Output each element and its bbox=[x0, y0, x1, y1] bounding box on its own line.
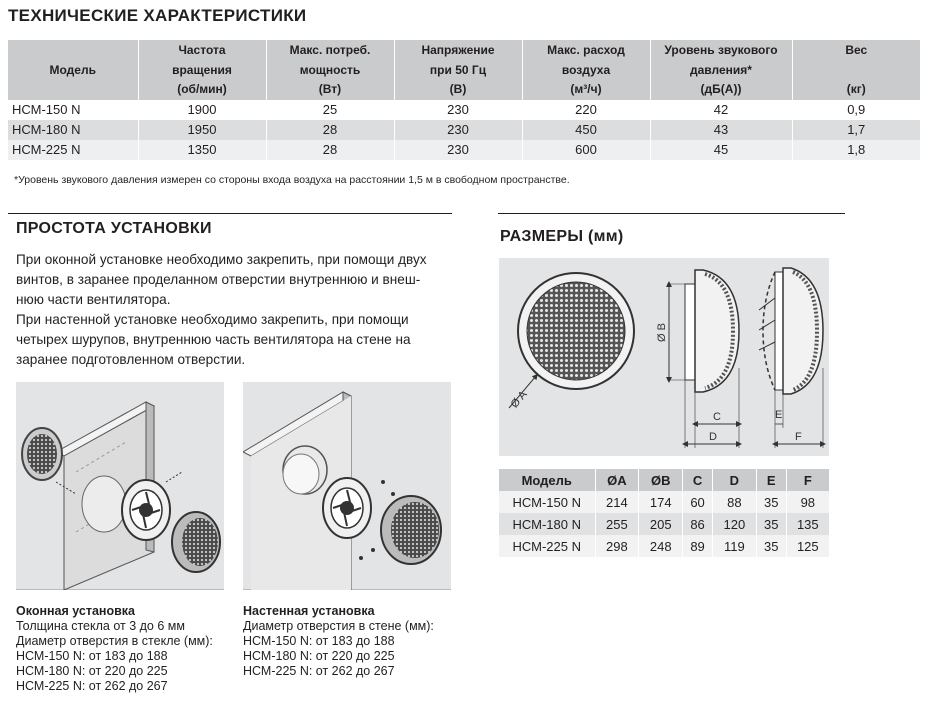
spec-header-cell bbox=[522, 40, 650, 100]
spec-header-cell bbox=[138, 40, 266, 100]
spec-table-cell: 230 bbox=[394, 100, 522, 120]
install-line: заранее подготовленном отверстии. bbox=[16, 352, 246, 367]
install-line: винтов, в заранее проделанном отверстии внутреннюю и внеш- bbox=[16, 272, 421, 287]
spec-header-stack bbox=[797, 43, 917, 97]
install-line: нюю части вентилятора. bbox=[16, 292, 171, 307]
spec-header-line: (м³/ч) bbox=[570, 82, 602, 96]
dimensions-table-cell: 298 bbox=[595, 535, 639, 557]
divider-right bbox=[498, 213, 845, 214]
install-line: четырех шурупов, внутреннюю часть вентилятора на стене на bbox=[16, 332, 411, 347]
dimensions-table-cell: 120 bbox=[712, 513, 756, 535]
dimensions-table-cell: 255 bbox=[595, 513, 639, 535]
footnote: *Уровень звукового давления измерен со стороны входа воздуха на расстоянии 1,5 м в свободном пространстве. bbox=[14, 174, 570, 186]
dimensions-table-cell: 89 bbox=[683, 535, 713, 557]
wall-install-title: Настенная установка bbox=[243, 604, 375, 618]
spec-table-cell: 220 bbox=[522, 100, 650, 120]
spec-table-cell: НСМ-225 N bbox=[8, 140, 138, 160]
spec-table-cell: 28 bbox=[266, 140, 394, 160]
spec-table-cell: 42 bbox=[650, 100, 792, 120]
dimensions-table-row bbox=[499, 513, 829, 535]
dimensions-table-header bbox=[499, 469, 829, 491]
dimensions-header-cell: ØA bbox=[595, 469, 639, 491]
dimensions-diagram bbox=[499, 258, 829, 456]
spec-header-cell bbox=[792, 40, 920, 100]
spec-table-cell: 25 bbox=[266, 100, 394, 120]
spec-table-row bbox=[8, 120, 920, 140]
spec-table-cell: 0,9 bbox=[792, 100, 920, 120]
window-install-title: Оконная установка bbox=[16, 604, 136, 618]
spec-header-line: (кг) bbox=[846, 82, 866, 96]
install-text bbox=[16, 250, 452, 370]
dimensions-table-cell: НСМ-180 N bbox=[499, 513, 595, 535]
caption-line: НСМ-225 N: от 262 до 267 bbox=[16, 679, 168, 693]
dimensions-table-cell: 174 bbox=[639, 491, 683, 513]
spec-table-row bbox=[8, 100, 920, 120]
spec-table-cell: 450 bbox=[522, 120, 650, 140]
dimensions-title: РАЗМЕРЫ (мм) bbox=[500, 228, 624, 245]
spec-header-line: мощность bbox=[299, 62, 361, 77]
dimensions-table-cell: НСМ-225 N bbox=[499, 535, 595, 557]
caption-line: НСМ-180 N: от 220 до 225 bbox=[243, 649, 395, 663]
spec-header-line bbox=[797, 63, 917, 78]
label-c: C bbox=[713, 411, 721, 423]
dimensions-table-cell: 35 bbox=[756, 491, 786, 513]
spec-table-cell: 230 bbox=[394, 120, 522, 140]
spec-table-cell: 1350 bbox=[138, 140, 266, 160]
dimensions-table bbox=[499, 469, 829, 557]
caption-line: НСМ-150 N: от 183 до 188 bbox=[16, 649, 168, 663]
dimensions-header-cell: E bbox=[756, 469, 786, 491]
label-e: E bbox=[775, 409, 783, 421]
spec-header-cell bbox=[394, 40, 522, 100]
dimensions-table-cell: 60 bbox=[683, 491, 713, 513]
dimensions-table-cell: 88 bbox=[712, 491, 756, 513]
dimensions-header-cell: C bbox=[683, 469, 713, 491]
spec-header-line: Макс. потреб. bbox=[289, 43, 371, 57]
spec-table-cell: 28 bbox=[266, 120, 394, 140]
label-d: D bbox=[709, 431, 717, 443]
spec-table-cell: 1950 bbox=[138, 120, 266, 140]
spec-header-line: Макс. расход bbox=[547, 43, 625, 57]
dimensions-table-cell: 35 bbox=[756, 535, 786, 557]
spec-header-line: (дБ(А)) bbox=[700, 82, 742, 96]
spec-header-line: вращения bbox=[172, 62, 232, 77]
spec-header-line: Напряжение bbox=[421, 43, 495, 57]
dimensions-header-cell: Модель bbox=[499, 469, 595, 491]
spec-table-row bbox=[8, 140, 920, 160]
wall-install-illustration bbox=[243, 382, 451, 590]
caption-line: Толщина стекла от 3 до 6 мм bbox=[16, 619, 185, 633]
caption-line: НСМ-180 N: от 220 до 225 bbox=[16, 664, 168, 678]
caption-line: Диаметр отверстия в стене (мм): bbox=[243, 619, 434, 633]
wall-install-drawing bbox=[243, 382, 451, 590]
divider-left bbox=[8, 213, 452, 214]
wall-install-caption bbox=[243, 604, 434, 679]
caption-line: НСМ-225 N: от 262 до 267 bbox=[243, 664, 395, 678]
page-title: ТЕХНИЧЕСКИЕ ХАРАКТЕРИСТИКИ bbox=[8, 6, 307, 25]
dimensions-table-cell: 248 bbox=[639, 535, 683, 557]
spec-header-line: воздуха bbox=[561, 62, 611, 77]
dimensions-table-row bbox=[499, 491, 829, 513]
dimensions-table-cell: 135 bbox=[786, 513, 829, 535]
dimensions-table-row bbox=[499, 535, 829, 557]
spec-header-line: (Вт) bbox=[318, 82, 342, 96]
spec-table-cell: НСМ-180 N bbox=[8, 120, 138, 140]
dimensions-table-cell: 125 bbox=[786, 535, 829, 557]
dimensions-table-cell: 86 bbox=[683, 513, 713, 535]
install-line: При настенной установке необходимо закрепить, при помощи bbox=[16, 312, 409, 327]
spec-header-stack bbox=[527, 43, 646, 97]
dimensions-table-cell: 214 bbox=[595, 491, 639, 513]
dimensions-table-cell: 35 bbox=[756, 513, 786, 535]
label-f: F bbox=[795, 431, 802, 443]
window-install-drawing bbox=[16, 382, 224, 590]
dimensions-header-cell: ØB bbox=[639, 469, 683, 491]
dimensions-table-cell: НСМ-150 N bbox=[499, 491, 595, 513]
spec-table-cell: 1,8 bbox=[792, 140, 920, 160]
dimensions-table-cell: 205 bbox=[639, 513, 683, 535]
spec-header-line: при 50 Гц bbox=[429, 62, 487, 77]
spec-header-stack bbox=[12, 43, 134, 97]
spec-header-line: (об/мин) bbox=[177, 82, 227, 96]
install-title: ПРОСТОТА УСТАНОВКИ bbox=[16, 220, 212, 237]
spec-header-cell bbox=[8, 40, 138, 100]
spec-table-cell: 600 bbox=[522, 140, 650, 160]
dimensions-table-cell: 98 bbox=[786, 491, 829, 513]
dimensions-header-cell: F bbox=[786, 469, 829, 491]
spec-header-line: (В) bbox=[449, 82, 467, 96]
spec-table-cell: 1,7 bbox=[792, 120, 920, 140]
spec-header-line: давления* bbox=[690, 62, 752, 77]
window-install-caption bbox=[16, 604, 213, 694]
spec-header-line: Частота bbox=[178, 43, 226, 57]
spec-table bbox=[8, 40, 920, 160]
spec-table-header bbox=[8, 40, 920, 100]
spec-header-stack bbox=[143, 43, 262, 97]
dimensions-drawing bbox=[499, 258, 829, 456]
spec-table-cell: 45 bbox=[650, 140, 792, 160]
caption-line: Диаметр отверстия в стекле (мм): bbox=[16, 634, 213, 648]
caption-line: НСМ-150 N: от 183 до 188 bbox=[243, 634, 395, 648]
spec-table-cell: НСМ-150 N bbox=[8, 100, 138, 120]
spec-header-line: Вес bbox=[845, 43, 868, 57]
spec-header-stack bbox=[399, 43, 518, 97]
spec-header-cell bbox=[266, 40, 394, 100]
dimensions-header-cell: D bbox=[712, 469, 756, 491]
spec-header-stack bbox=[271, 43, 390, 97]
spec-header-line: Уровень звукового bbox=[664, 43, 778, 57]
label-b: Ø B bbox=[656, 323, 668, 342]
dimensions-table-cell: 119 bbox=[712, 535, 756, 557]
spec-header-stack bbox=[655, 43, 788, 97]
label-a: Ø A bbox=[508, 388, 530, 411]
spec-header-line: Модель bbox=[49, 62, 96, 77]
window-install-illustration bbox=[16, 382, 224, 590]
spec-table-cell: 230 bbox=[394, 140, 522, 160]
spec-table-cell: 43 bbox=[650, 120, 792, 140]
spec-header-cell bbox=[650, 40, 792, 100]
spec-table-cell: 1900 bbox=[138, 100, 266, 120]
install-line: При оконной установке необходимо закрепить, при помощи двух bbox=[16, 252, 427, 267]
